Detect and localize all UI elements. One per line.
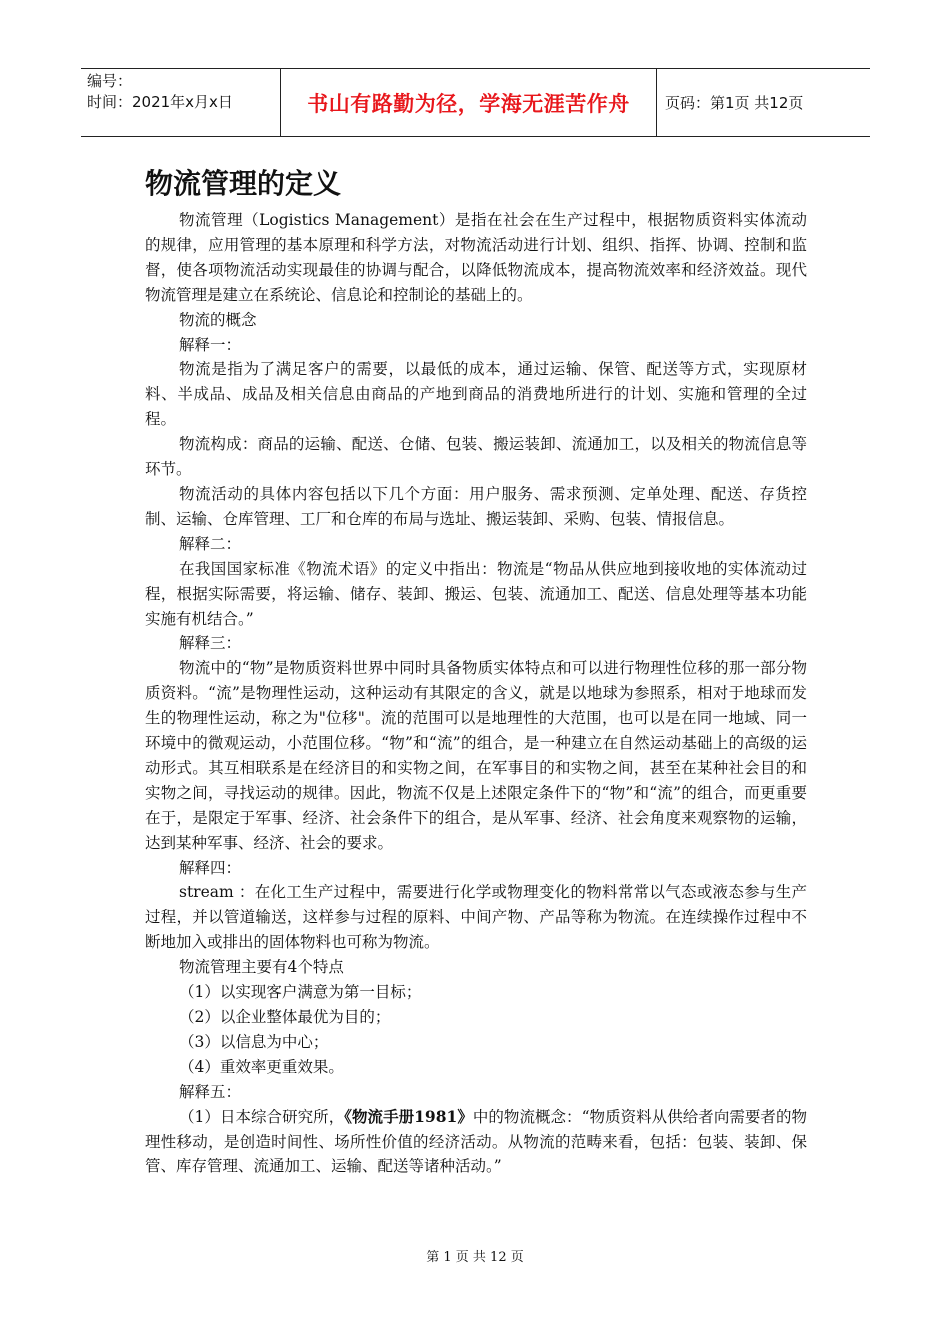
explanation-label-2: 解释二： [179,534,242,553]
section-heading-concept: 物流的概念 [179,310,257,329]
explanation-5-body: 中的物流概念：“物质资料从供给者向需要者的物理性移动，是创造时间性、场所性价值的经济活动。从物流的范畴来看，包括：包装、装卸、保管、库存管理、流通加工、运输、配送等诸种活动。” [145,1107,807,1176]
features-heading: 物流管理主要有4个特点 [179,958,344,977]
explanation-label-5: 解释五： [179,1082,242,1101]
page-footer: 第 1 页 共 12 页 [426,1250,524,1265]
header-page-info: 页码：第1页 共12页 [665,94,804,112]
paragraph-explanation-4: stream ：在化工生产过程中，需要进行化学或物理变化的物料常常以气态或液态参与生产过程，并以管道输送，这样参与过程的原料、中间产物、产品等称为物流。在连续操作过程中不断地加入或排出的固体物料也可称为物流。 [145,883,807,952]
explanation-label-4: 解释四： [179,858,242,877]
document-body [145,166,807,1179]
serial-label: 编号： [87,72,133,90]
header-motto: 书山有路勤为径，学海无涯苦作舟 [281,69,657,136]
explanation-label-1: 解释一： [179,335,242,354]
feature-item-4: （4）重效率更重效果。 [179,1057,344,1076]
header-meta [81,69,281,136]
book-title: 《物流手册1981》 [344,1106,473,1126]
paragraph-explanation-1: 物流是指为了满足客户的需要，以最低的成本，通过运输、保管、配送等方式，实现原材料、半成品、成品及相关信息由商品的产地到商品的消费地所进行的计划、实施和管理的全过程。 [145,360,807,429]
feature-item-3: （3）以信息为中心； [179,1032,329,1051]
explanation-label-3: 解释三： [179,634,242,653]
time-label: 时间：2021年x月x日 [87,93,233,111]
paragraph-composition: 物流构成：商品的运输、配送、仓储、包装、搬运装卸、流通加工，以及相关的物流信息等环节。 [145,435,807,479]
explanation-5-intro: （1）日本综合研究所， [179,1107,345,1126]
feature-item-1: （1）以实现客户满意为第一目标； [179,983,422,1002]
paragraph-explanation-3: 物流中的“物”是物质资料世界中同时具备物质实体特点和可以进行物理性位移的那一部分物质资料。“流”是物理性运动，这种运动有其限定的含义，就是以地球为参照系，相对于地球而发生的物理性运动，称之为"位移"。流的范围可以是地理性的大范围，也可以是在同一地域、同一环境中的微观运动，小范围位移。“物”和“流”的组合，是一种建立在自然运动基础上的高级的运动形式。其互相联系是在经济目的和实物之间，在军事目的和实物之间，甚至在某种社会目的和实物之间，寻找运动的规律。因此，物流不仅是上述限定条件下的“物”和“流”的组合，而更重要在于，是限定于军事、经济、社会条件下的组合，是从军事、经济、社会角度来观察物的运输，达到某种军事、经济、社会的要求。 [145,659,807,852]
document-title: 物流管理的定义 [145,167,342,200]
paragraph-explanation-2: 在我国国家标准《物流术语》的定义中指出：物流是“物品从供应地到接收地的实体流动过程，根据实际需要，将运输、储存、装卸、搬运、包装、流通加工、配送、信息处理等基本功能实施有机结合。” [145,559,807,628]
paragraph-explanation-5 [145,1105,807,1180]
feature-item-2: （2）以企业整体最优为目的； [179,1008,391,1026]
paragraph-activities: 物流活动的具体内容包括以下几个方面：用户服务、需求预测、定单处理、配送、存货控制、运输、仓库管理、工厂和仓库的布局与选址、搬运装卸、采购、包装、情报信息。 [145,484,807,528]
page-header [81,68,870,137]
paragraph-definition: 物流管理（Logistics Management）是指在社会在生产过程中，根据物质资料实体流动的规律，应用管理的基本原理和科学方法，对物流活动进行计划、组织、指挥、协调、控制和监督，使各项物流活动实现最佳的协调与配合，以降低物流成本，提高物流效率和经济效益。现代物流管理是建立在系统论、信息论和控制论的基础上的。 [145,211,807,304]
